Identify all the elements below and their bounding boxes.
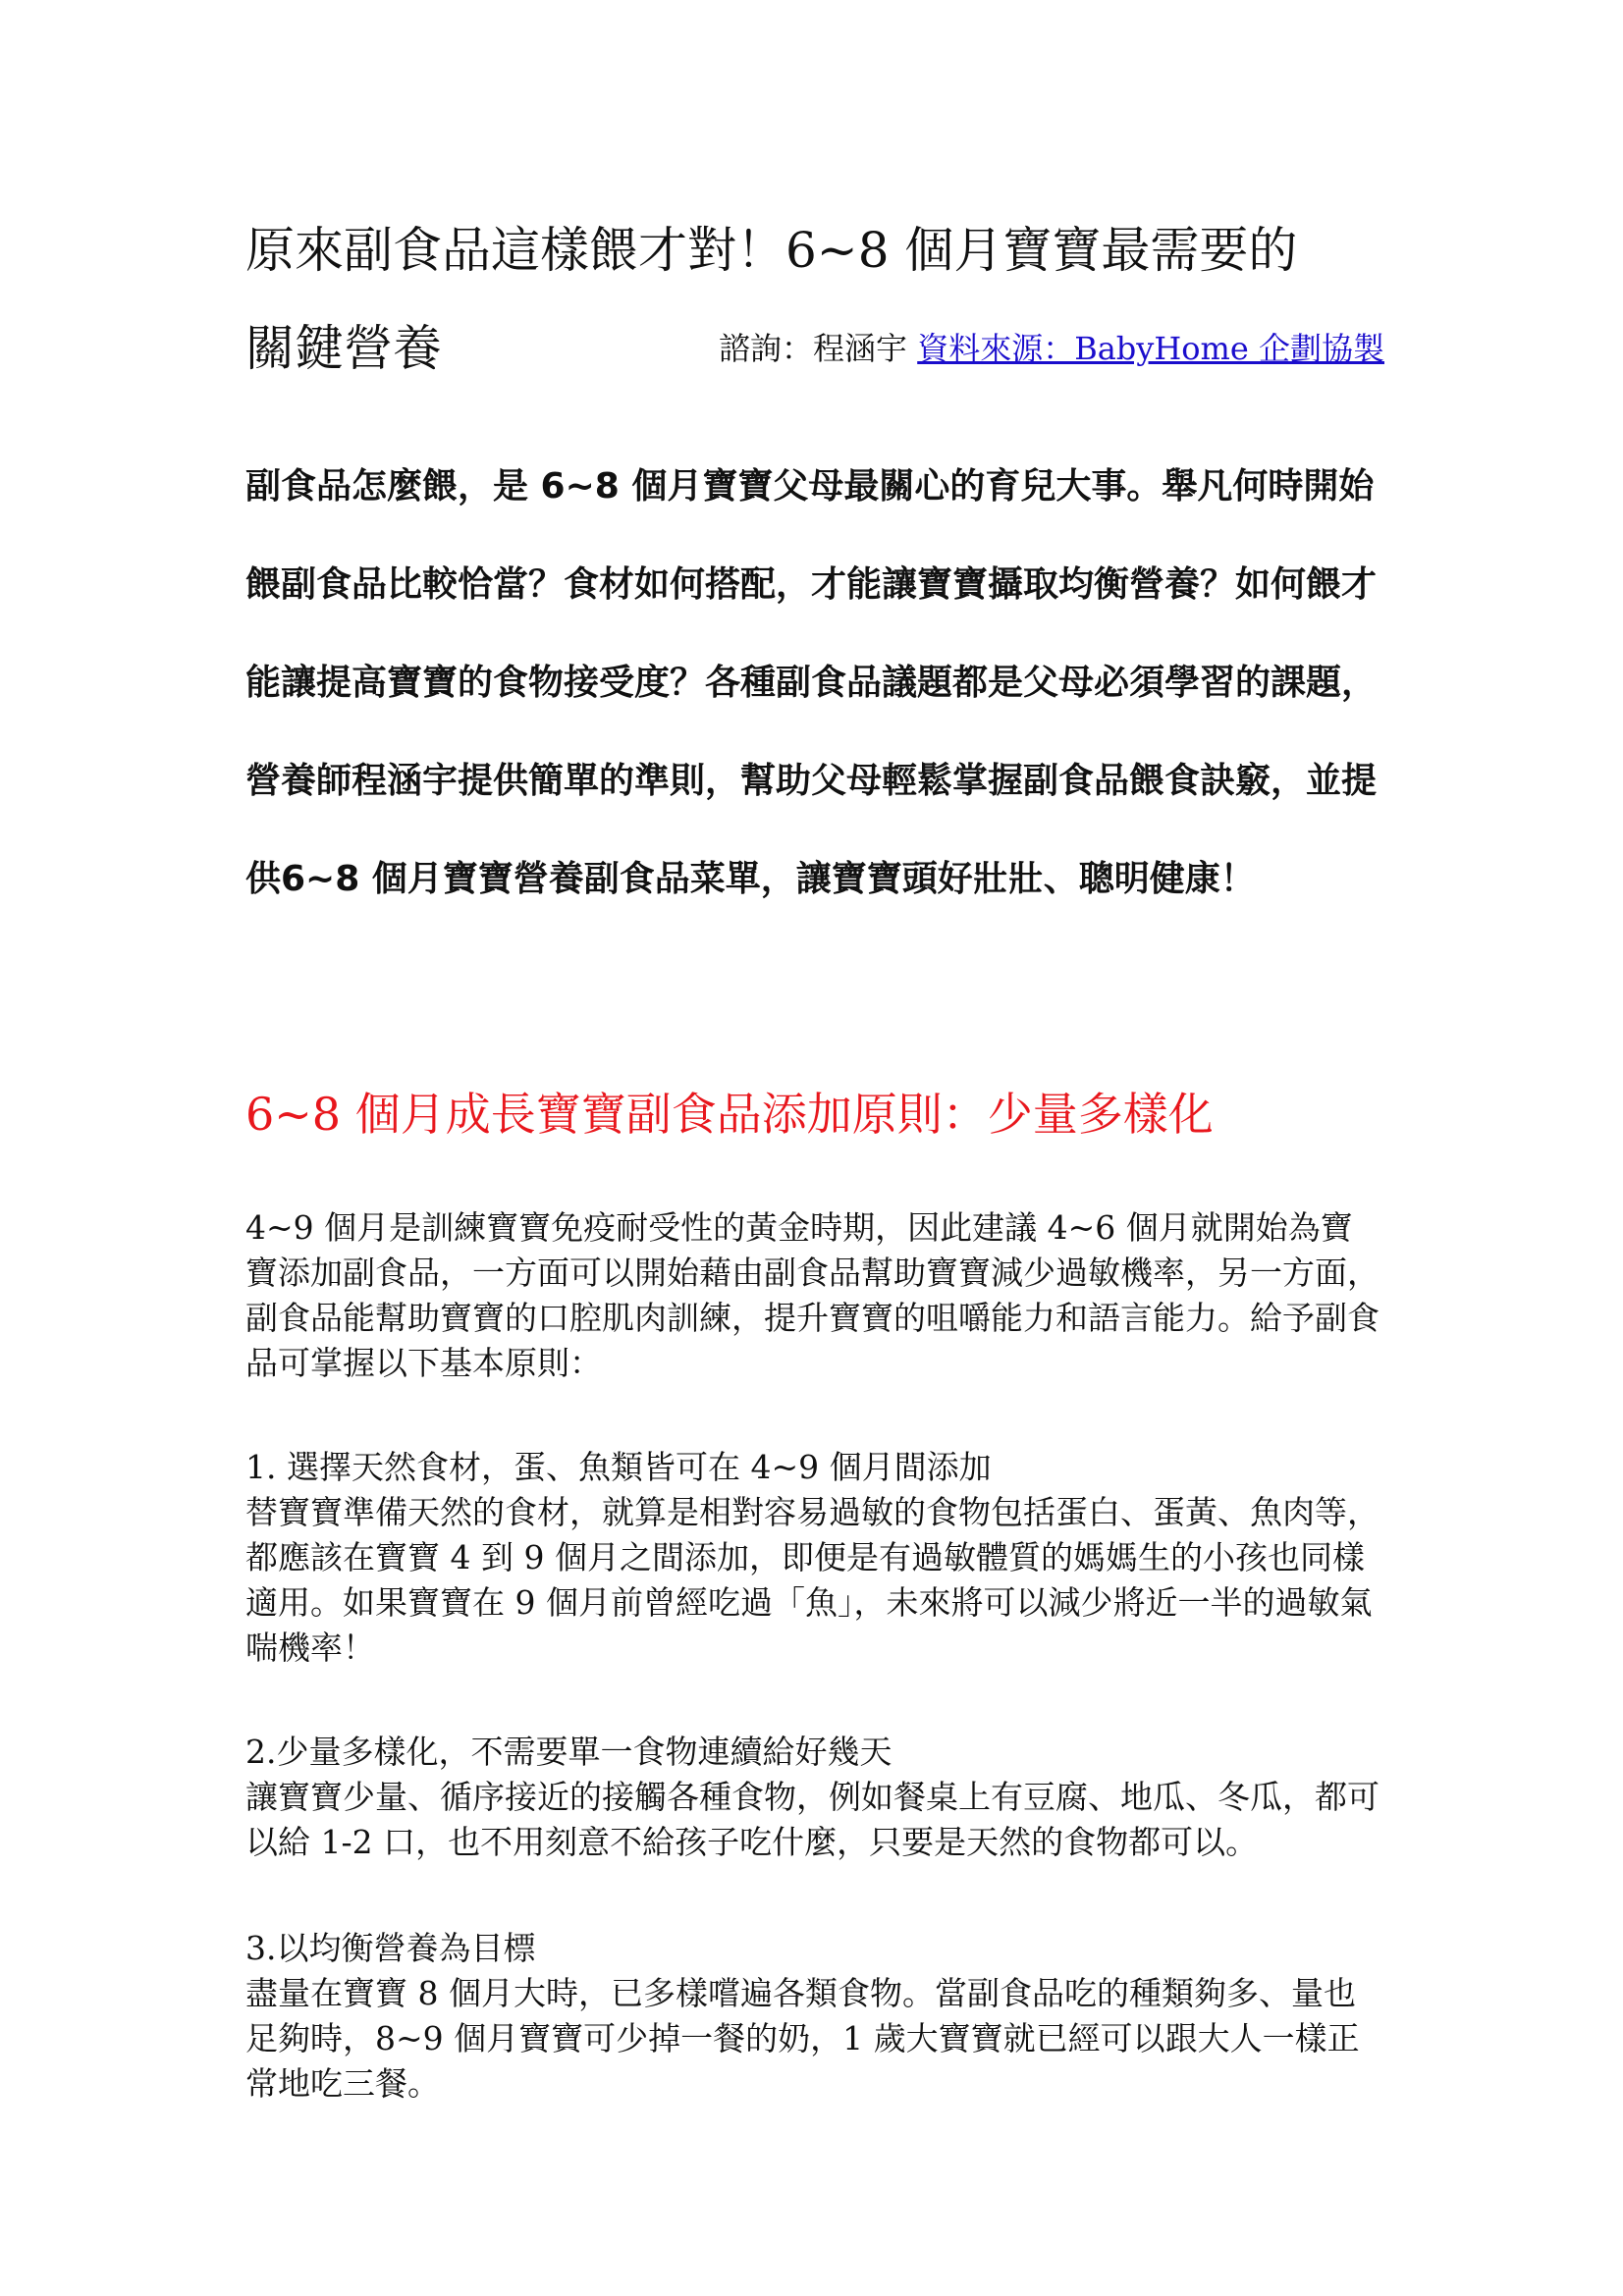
source-link[interactable]: 資料來源：BabyHome 企劃協製: [917, 330, 1384, 367]
principle-body-3: 盡量在寶寶 8 個月大時，已多樣嚐遍各類食物。當副食品吃的種類夠多、量也足夠時，8~9 個月寶寶可少掉一餐的奶，1 歲大寶寶就已經可以跟大人一樣正常地吃三餐。: [245, 1974, 1360, 2103]
principle-body-2: 讓寶寶少量、循序接近的接觸各種食物，例如餐桌上有豆腐、地瓜、冬瓜，都可以給 1-2 口，也不用刻意不給孩子吃什麼，只要是天然的食物都可以。: [245, 1778, 1380, 1861]
consultant-credit: 諮詢：程涵宇: [719, 330, 908, 367]
intro-paragraph: 副食品怎麼餵，是 6~8 個月寶寶父母最關心的育兒大事。舉凡何時開始餵副食品比較恰當？食材如何搭配，才能讓寶寶攝取均衡營養？如何餵才能讓提高寶寶的食物接受度？各種副食品議題都是父母必須學習的課題，營養師程涵宇提供簡單的準則，幫助父母輕鬆掌握副食品餵食訣竅，並提供6~8 個月寶寶營養副食品菜單，讓寶寶頭好壯壯、聰明健康！: [245, 466, 1378, 899]
byline: [719, 327, 1384, 370]
principle-item-2: [245, 1730, 1384, 1865]
article-title: [245, 201, 1384, 398]
title-line-1: 原來副食品這樣餵才對！6~8 個月寶寶最需要的: [245, 222, 1298, 279]
section-intro-paragraph: 4~9 個月是訓練寶寶免疫耐受性的黃金時期，因此建議 4~6 個月就開始為寶寶添加副食品，一方面可以開始藉由副食品幫助寶寶減少過敏機率，另一方面，副食品能幫助寶寶的口腔肌肉訓練，提升寶寶的咀嚼能力和語言能力。給予副食品可掌握以下基本原則：: [245, 1208, 1380, 1382]
title-line-2-row: [245, 299, 1384, 398]
principle-body-1: 替寶寶準備天然的食材，就算是相對容易過敏的食物包括蛋白、蛋黃、魚肉等，都應該在寶寶 4 到 9 個月之間添加，即便是有過敏體質的媽媽生的小孩也同樣適用。如果寶寶在 9 個月前曾經吃過「魚」，未來將可以減少將近一半的過敏氣喘機率！: [245, 1493, 1380, 1667]
principle-item-1: [245, 1445, 1384, 1671]
title-line-2: 關鍵營養: [245, 320, 442, 377]
principle-item-3: [245, 1926, 1384, 2107]
section-heading: 6~8 個月成長寶寶副食品添加原則：少量多樣化: [245, 1088, 1214, 1141]
principle-heading-3: 3.以均衡營養為目標: [245, 1929, 536, 1967]
principle-heading-2: 2.少量多樣化，不需要單一食物連續給好幾天: [245, 1733, 893, 1771]
principle-heading-1: 1. 選擇天然食材，蛋、魚類皆可在 4~9 個月間添加: [245, 1448, 992, 1486]
